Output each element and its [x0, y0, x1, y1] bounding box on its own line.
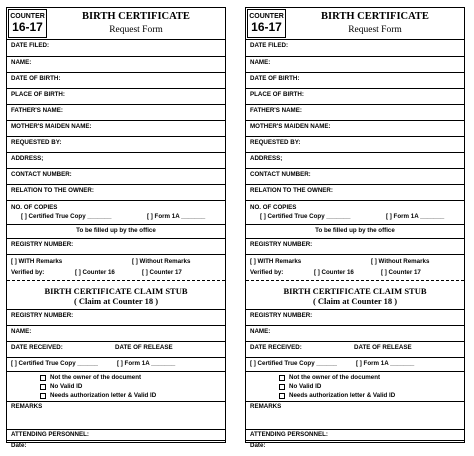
request-form-left	[6, 7, 226, 449]
divider	[246, 238, 464, 239]
divider	[246, 168, 464, 169]
counter16-option[interactable]: [ ] Counter 16	[314, 269, 354, 276]
divider	[246, 254, 464, 255]
form-header	[7, 8, 225, 39]
divider	[7, 72, 225, 73]
date-received-field[interactable]: DATE RECEIVED:	[11, 344, 63, 351]
divider	[246, 341, 464, 342]
check-label: No Valid ID	[289, 383, 322, 390]
copies-certified-option[interactable]: [ ] Certified True Copy _______	[21, 213, 112, 220]
counter-label: COUNTER	[249, 13, 284, 20]
cut-line	[7, 280, 225, 281]
divider	[246, 184, 464, 185]
form-title: BIRTH CERTIFICATE	[82, 11, 190, 22]
contact-number-field[interactable]: CONTACT NUMBER:	[250, 171, 311, 178]
stub-title: BIRTH CERTIFICATE CLAIM STUB	[44, 286, 188, 296]
divider	[246, 56, 464, 57]
stub-form1a-option[interactable]: [ ] Form 1A _______	[356, 360, 415, 367]
check-label: Not the owner of the document	[289, 374, 381, 381]
mothers-maiden-name-field[interactable]: MOTHER'S MAIDEN NAME:	[11, 123, 92, 130]
divider	[7, 184, 225, 185]
divider	[7, 200, 225, 201]
registry-number-field[interactable]: REGISTRY NUMBER:	[11, 241, 74, 248]
checkbox[interactable]	[279, 384, 285, 390]
divider	[246, 39, 464, 40]
divider	[246, 429, 464, 430]
copies-certified-option[interactable]: [ ] Certified True Copy _______	[260, 213, 351, 220]
with-remarks-option[interactable]: [ ] WITH Remarks	[250, 258, 302, 265]
address-field[interactable]: ADDRESS;	[250, 155, 283, 162]
stub-subtitle: ( Claim at Counter 18 )	[73, 296, 159, 306]
place-of-birth-field[interactable]: PLACE OF BIRTH:	[250, 91, 304, 98]
divider	[7, 440, 225, 441]
mothers-maiden-name-field[interactable]: MOTHER'S MAIDEN NAME:	[250, 123, 331, 130]
form-subtitle: Request Form	[348, 25, 402, 35]
divider	[7, 224, 225, 225]
stub-subtitle: ( Claim at Counter 18 )	[312, 296, 398, 306]
checkbox[interactable]	[279, 375, 285, 381]
without-remarks-option[interactable]: [ ] Without Remarks	[132, 258, 191, 265]
divider	[246, 401, 464, 402]
counter-number: 16-17	[12, 20, 43, 34]
divider	[246, 120, 464, 121]
date-filed-field[interactable]: DATE FILED:	[250, 42, 289, 49]
date-received-field[interactable]: DATE RECEIVED:	[250, 344, 302, 351]
stub-name-field[interactable]: NAME:	[250, 328, 271, 335]
check-label: Not the owner of the document	[50, 374, 142, 381]
divider	[246, 72, 464, 73]
divider	[7, 56, 225, 57]
place-of-birth-field[interactable]: PLACE OF BIRTH:	[11, 91, 65, 98]
divider	[246, 371, 464, 372]
stub-name-field[interactable]: NAME:	[11, 328, 32, 335]
stub-certified-option[interactable]: [ ] Certified True Copy ______	[11, 360, 98, 367]
divider	[7, 136, 225, 137]
divider	[7, 152, 225, 153]
address-field[interactable]: ADDRESS;	[11, 155, 44, 162]
no-of-copies-label: NO. OF COPIES	[250, 204, 297, 211]
copies-form1a-option[interactable]: [ ] Form 1A _______	[147, 213, 206, 220]
copies-form1a-option[interactable]: [ ] Form 1A _______	[386, 213, 445, 220]
fathers-name-field[interactable]: FATHER'S NAME:	[11, 107, 63, 114]
without-remarks-option[interactable]: [ ] Without Remarks	[371, 258, 430, 265]
stub-registry-number-field[interactable]: REGISTRY NUMBER:	[11, 312, 74, 319]
divider	[246, 440, 464, 441]
counter17-option[interactable]: [ ] Counter 17	[381, 269, 421, 276]
form-subtitle: Request Form	[109, 25, 163, 35]
divider	[7, 120, 225, 121]
divider	[246, 224, 464, 225]
contact-number-field[interactable]: CONTACT NUMBER:	[11, 171, 72, 178]
checkbox[interactable]	[279, 393, 285, 399]
divider	[246, 88, 464, 89]
divider	[7, 309, 225, 310]
counter-label: COUNTER	[10, 13, 45, 20]
divider	[7, 254, 225, 255]
check-label: No Valid ID	[50, 383, 83, 390]
divider	[7, 104, 225, 105]
office-band: To be filled up by the office	[76, 227, 156, 234]
fathers-name-field[interactable]: FATHER'S NAME:	[250, 107, 302, 114]
requested-by-field[interactable]: REQUESTED BY:	[250, 139, 301, 146]
checkbox[interactable]	[40, 384, 46, 390]
divider	[7, 39, 225, 40]
relation-field[interactable]: RELATION TO THE OWNER:	[250, 187, 333, 194]
checkbox[interactable]	[40, 393, 46, 399]
cut-line	[246, 280, 464, 281]
divider	[246, 152, 464, 153]
date-field[interactable]: Date:	[250, 442, 266, 449]
stub-certified-option[interactable]: [ ] Certified True Copy ______	[250, 360, 337, 367]
check-label: Needs authorization letter & Valid ID	[289, 392, 396, 399]
divider	[246, 357, 464, 358]
name-field[interactable]: NAME:	[11, 59, 32, 66]
date-filed-field[interactable]: DATE FILED:	[11, 42, 50, 49]
divider	[7, 401, 225, 402]
divider	[7, 238, 225, 239]
registry-number-field[interactable]: REGISTRY NUMBER:	[250, 241, 313, 248]
office-band: To be filled up by the office	[315, 227, 395, 234]
date-of-release-field[interactable]: DATE OF RELEASE	[115, 344, 173, 351]
counter17-option[interactable]: [ ] Counter 17	[142, 269, 182, 276]
divider	[7, 341, 225, 342]
name-field[interactable]: NAME:	[250, 59, 271, 66]
attending-personnel-field[interactable]: ATTENDING PERSONNEL:	[250, 431, 328, 438]
divider	[7, 429, 225, 430]
counter-box	[8, 9, 47, 38]
verified-by-label: Verified by:	[250, 269, 284, 276]
divider	[7, 357, 225, 358]
date-field[interactable]: Date:	[11, 442, 27, 449]
request-form-right	[245, 7, 465, 449]
counter16-option[interactable]: [ ] Counter 16	[75, 269, 115, 276]
form-title: BIRTH CERTIFICATE	[321, 11, 429, 22]
date-of-birth-field[interactable]: DATE OF BIRTH:	[11, 75, 61, 82]
divider	[246, 309, 464, 310]
divider	[246, 104, 464, 105]
date-of-release-field[interactable]: DATE OF RELEASE	[354, 344, 412, 351]
with-remarks-option[interactable]: [ ] WITH Remarks	[11, 258, 63, 265]
relation-field[interactable]: RELATION TO THE OWNER:	[11, 187, 94, 194]
stub-form1a-option[interactable]: [ ] Form 1A _______	[117, 360, 176, 367]
form-header	[246, 8, 464, 39]
divider	[7, 168, 225, 169]
stub-registry-number-field[interactable]: REGISTRY NUMBER:	[250, 312, 313, 319]
check-label: Needs authorization letter & Valid ID	[50, 392, 157, 399]
checkbox[interactable]	[40, 375, 46, 381]
verified-by-label: Verified by:	[11, 269, 45, 276]
divider	[246, 136, 464, 137]
divider	[7, 325, 225, 326]
divider	[7, 88, 225, 89]
counter-box	[247, 9, 286, 38]
remarks-field[interactable]: REMARKS	[11, 403, 43, 410]
stub-title: BIRTH CERTIFICATE CLAIM STUB	[283, 286, 427, 296]
date-of-birth-field[interactable]: DATE OF BIRTH:	[250, 75, 300, 82]
no-of-copies-label: NO. OF COPIES	[11, 204, 58, 211]
requested-by-field[interactable]: REQUESTED BY:	[11, 139, 62, 146]
counter-number: 16-17	[251, 20, 282, 34]
divider	[246, 325, 464, 326]
divider	[7, 371, 225, 372]
divider	[246, 200, 464, 201]
attending-personnel-field[interactable]: ATTENDING PERSONNEL:	[11, 431, 89, 438]
remarks-field[interactable]: REMARKS	[250, 403, 282, 410]
